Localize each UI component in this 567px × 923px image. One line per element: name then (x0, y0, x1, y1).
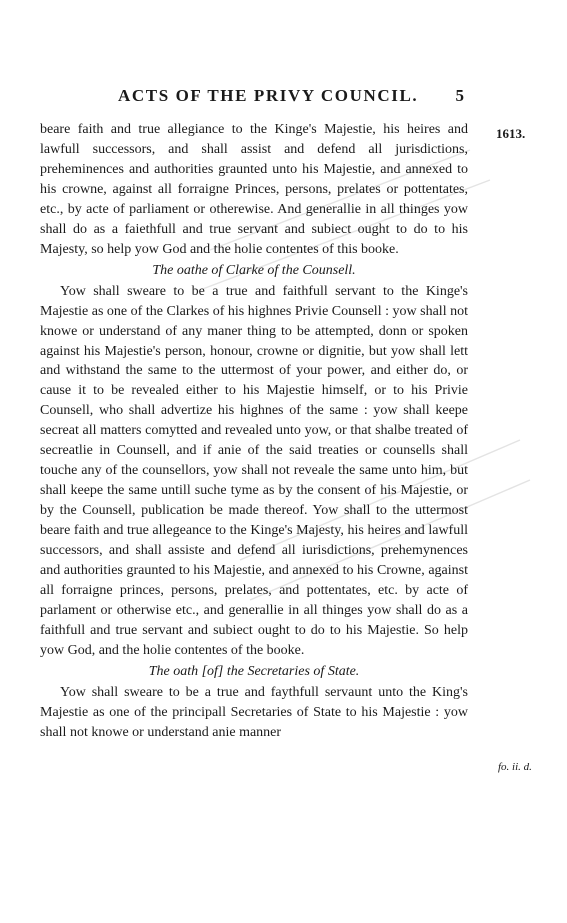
heading-clarke-oath: The oathe of Clarke of the Counsell. (152, 262, 356, 278)
running-title: ACTS OF THE PRIVY COUNCIL. (118, 86, 419, 105)
main-text (40, 120, 468, 743)
margin-folio-note: fo. ii. d. (498, 761, 532, 773)
heading-secretaries-oath: The oath [of] the Secretaries of State. (148, 663, 360, 679)
page-number: 5 (455, 86, 464, 105)
paragraph-oath-continued: beare faith and true allegiance to the Kinge's Majestie, his heires and lawfull successors, and shall assist and defend all jurisdictions, preheminences and authorities graunted unto his Majestie, and annexed to his crowne, against all forraigne Princes, persons, prelates or pottentates, etc., by acte of parliament or otherewise. And generallie in all thinges yow shall do as a faiethfull and true servant and subiect ought to do to his Majesty, so help yow God and the holie contentes of this booke. (40, 122, 468, 257)
paragraph-clarke-oath: Yow shall sweare to be a true and faithfull servant to the Kinge's Majestie as one of the Clarkes of his highnes Privie Counsell : yow shall not knowe or understand of any maner thing to be attempted, donn or spoken against his Majestie's person, honour, crowne or dignitie, but yow shall lett and withstand the same to the uttermost of your power, and either do, or cause it to be revealed either to his Majestie himself, or to his Privie Counsell, who shall advertize his highnes of the same : yow shall keepe secreat all matters comytted and revealed unto yow, or that shalbe treated of secreatlie in Counsell, and if anie of the said treaties or counsells shall touche any of the counsellors, yow shall not reveale the same unto him, but shall keepe the same untill suche tyme as by the consent of his Majestie, or by the Counsell, publication be made thereof. Yow shall to the uttermost beare faith and true allegeance to the Kinge's Majesty, his heires and lawfull successors, and shall assiste and defend all iurisdictions, prehemynences and authorities graunted to his Majestie, and annexed to his Crowne, against all forraigne princes, persons, prelates, and pottentates, etc. by acte of parlament or otherwise etc., and generallie in all thinges yow shall do as a faithfull and true servant and subiect ought to do to his Majestie. So help yow God, and the holie contentes of the booke. (40, 283, 468, 658)
paragraph-secretaries-oath: Yow shall sweare to be a true and faythfull servaunt unto the King's Majestie as one of the principall Secretaries of State to his Majestie : yow shall not knowe or understand anie manner (40, 684, 468, 740)
page-header (40, 86, 468, 110)
margin-year-note: 1613. (496, 126, 526, 141)
